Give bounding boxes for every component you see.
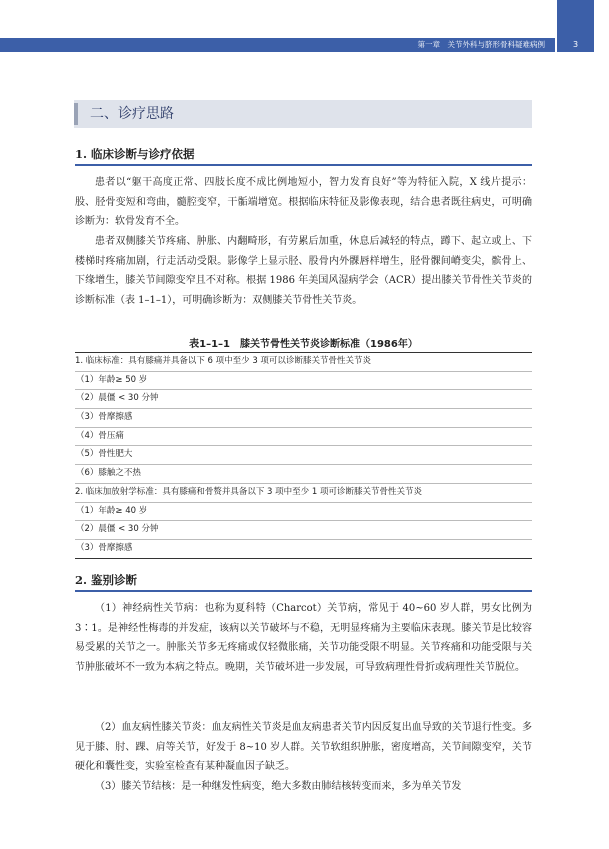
section-heading-bar — [74, 100, 532, 128]
page-number-tab — [557, 0, 594, 52]
table-row: （1）年龄≥ 40 岁 — [75, 503, 532, 522]
table-row: 1. 临床标准：具有膝痛并具备以下 6 项中至少 3 项可以诊断膝关节骨性关节炎 — [75, 353, 532, 372]
table-row: （2）晨僵 < 30 分钟 — [75, 521, 532, 540]
page-number: 3 — [572, 40, 579, 49]
paragraph-differential-3: （3）膝关节结核：是一种继发性病变，绝大多数由肺结核转变而来，多为单关节发 — [95, 781, 462, 792]
subsection-heading-text: 2. 鉴别诊断 — [75, 573, 138, 587]
subsection-heading-differential — [75, 572, 532, 592]
table-row: （3）骨摩擦感 — [75, 409, 532, 428]
section-title: 二、诊疗思路 — [90, 106, 174, 122]
chapter-header-bar — [0, 38, 555, 52]
paragraph-differential-2: （2）血友病性膝关节炎：血友病性关节炎是血友病患者关节内因反复出血导致的关节退行性变。多见于膝、肘、踝、肩等关节，好发于 8~10 岁人群。关节软组织肿胀，密度增高，关节间隙变窄，关节硬化和囊性变，实验室检查有某种凝血因子缺乏。 — [75, 722, 532, 773]
paragraph-differential-1: （1）神经病性关节病：也称为夏科特（Charcot）关节病，常见于 40~60 岁人群，男女比例为 3∶1。是神经性梅毒的并发症，该病以关节破坏与不稳，无明显疼痛为主要临床表现。膝关节是比较容易受累的关节之一。肿胀关节多无疼痛或仅轻微胀痛，关节功能受限不明显。关节疼痛和功能受限与关节肿胀破坏不一致为本病之特点。晚期，关节破坏进一步发展，可导致病理性骨折或病理性关节脱位。 — [75, 603, 532, 674]
section-accent-mark — [74, 103, 78, 125]
paragraph-diagnosis-1: 患者以“躯干高度正常、四肢长度不成比例地短小，智力发育良好”等为特征入院，X 线片提示：股、胫骨变短和弯曲，髓腔变窄，干骺端增宽。根据临床特征及影像表现，结合患者既往病史，可明确诊断为：软骨发育不全。 — [75, 177, 532, 228]
subsection-heading-text: 1. 临床诊断与诊疗依据 — [75, 147, 195, 161]
subsection-heading-diagnosis — [75, 146, 532, 166]
table-row: 2. 临床加放射学标准：具有膝痛和骨赘并具备以下 3 项中至少 1 项可诊断膝关节骨性关节炎 — [75, 484, 532, 503]
table-row: （6）膝触之不热 — [75, 465, 532, 484]
chapter-title: 第一章 关节外科与脐形骨科疑难病例 — [417, 40, 545, 49]
table-row: （5）骨性肥大 — [75, 446, 532, 465]
table-caption: 表1–1–1 膝关节骨性关节炎诊断标准（1986年） — [189, 339, 418, 350]
table-row: （1）年龄≥ 50 岁 — [75, 372, 532, 391]
criteria-table — [75, 352, 532, 559]
paragraph-diagnosis-2: 患者双侧膝关节疼痛、肿胀、内翻畸形，有劳累后加重，休息后减轻的特点，蹲下、起立或上、下楼梯时疼痛加剧，行走活动受限。影像学上显示胫、股骨内外髁唇样增生，胫骨髁间嵴变尖，髌骨上、下缘增生，膝关节间隙变窄且不对称。根据 1986 年美国风湿病学会（ACR）提出膝关节骨性关节炎的诊断标准（表 1–1–1），可明确诊断为：双侧膝关节骨性关节炎。 — [75, 236, 532, 307]
table-row: （4）骨压痛 — [75, 428, 532, 447]
table-row: （3）骨摩擦感 — [76, 542, 133, 553]
table-row: （2）晨僵 < 30 分钟 — [75, 390, 532, 409]
